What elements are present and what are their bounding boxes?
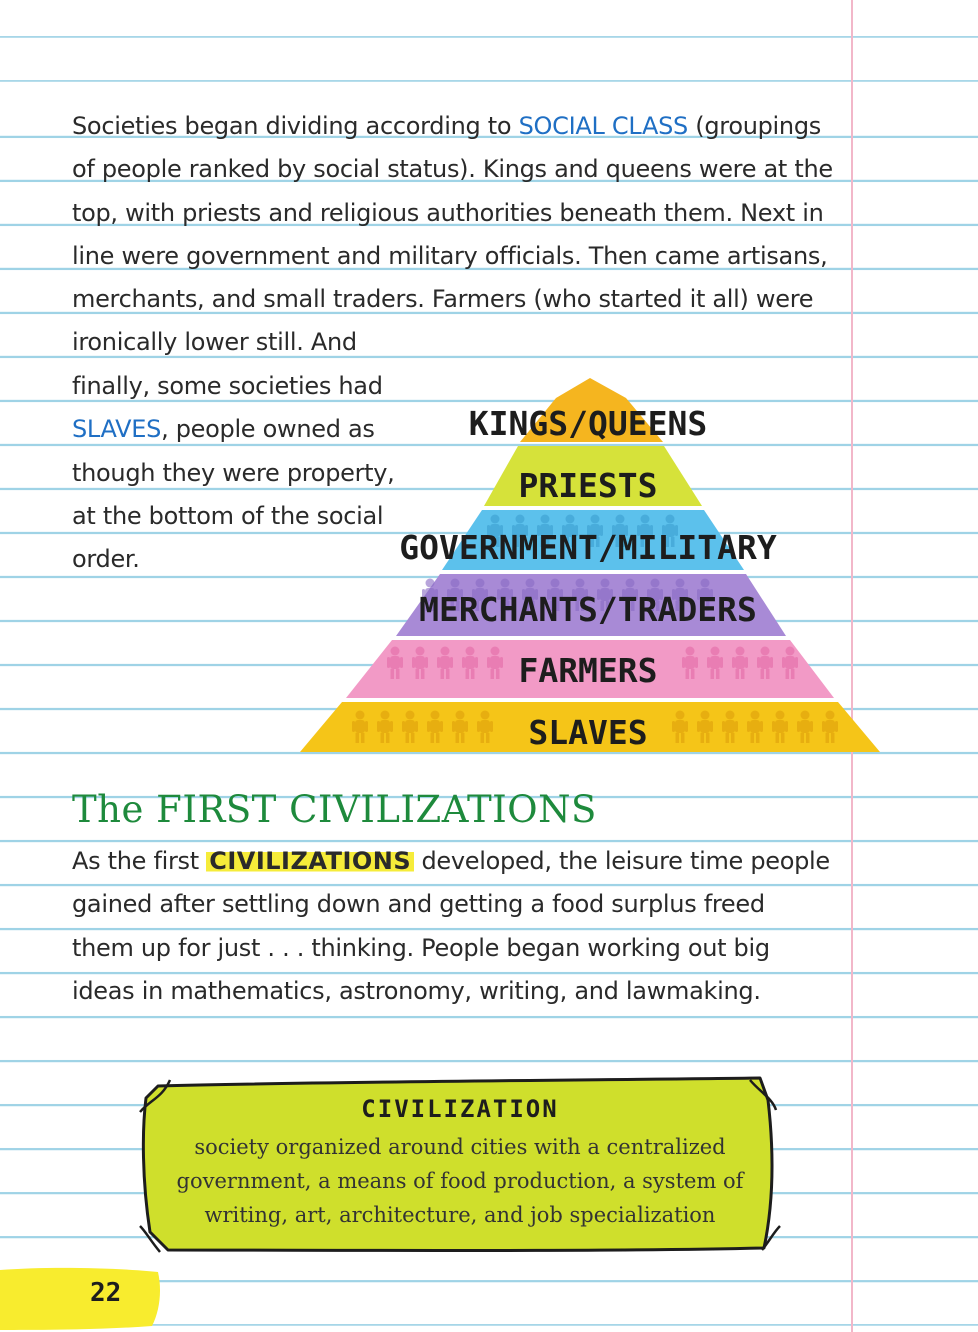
pyramid-label-merchants: MERCHANTS/TRADERS bbox=[419, 590, 757, 629]
pyramid-label-priests: PRIESTS bbox=[518, 466, 658, 505]
definition-text: society organized around cities with a centralized government, a means of food production, a system of writing, art, architecture, and job specialization bbox=[176, 1135, 744, 1227]
highlighted-term-civilizations: CIVILIZATIONS bbox=[206, 847, 414, 875]
civilizations-text-1: As the first bbox=[72, 847, 207, 875]
section-title: The FIRST CIVILIZATIONS bbox=[72, 788, 597, 831]
term-social-class: SOCIAL CLASS bbox=[518, 112, 688, 140]
intro-text-2: (groupings of people ranked by social status). Kings and queens were at the top, with priests and religious authorities beneath them. Next in line were government and military officials. Then came artisans, merchants, and small traders. Farmers (who started it all) were ironically lower still. And bbox=[72, 112, 833, 357]
intro-text-4: , people owned as though they were property, at the bottom of the social order. bbox=[72, 415, 395, 574]
intro-text-1: Societies began dividing according to bbox=[72, 112, 519, 140]
term-slaves: SLAVES bbox=[72, 415, 162, 444]
page-number: 22 bbox=[90, 1278, 122, 1308]
intro-text-3: finally, some societies had bbox=[72, 372, 383, 400]
civilizations-text-2: developed, the leisure time people gained after settling down and getting a food surplus freed them up for just . . . thinking. People began working out big ideas in mathematics, astronomy, writing, and lawmaking. bbox=[72, 847, 830, 1005]
definition-term: CIVILIZATION bbox=[361, 1095, 559, 1123]
pyramid-label-slaves: SLAVES bbox=[528, 713, 648, 752]
pyramid-label-kings: KINGS/QUEENS bbox=[468, 404, 708, 443]
pyramid-label-government: GOVERNMENT/MILITARY bbox=[399, 528, 777, 567]
pyramid-label-farmers: FARMERS bbox=[518, 651, 658, 690]
